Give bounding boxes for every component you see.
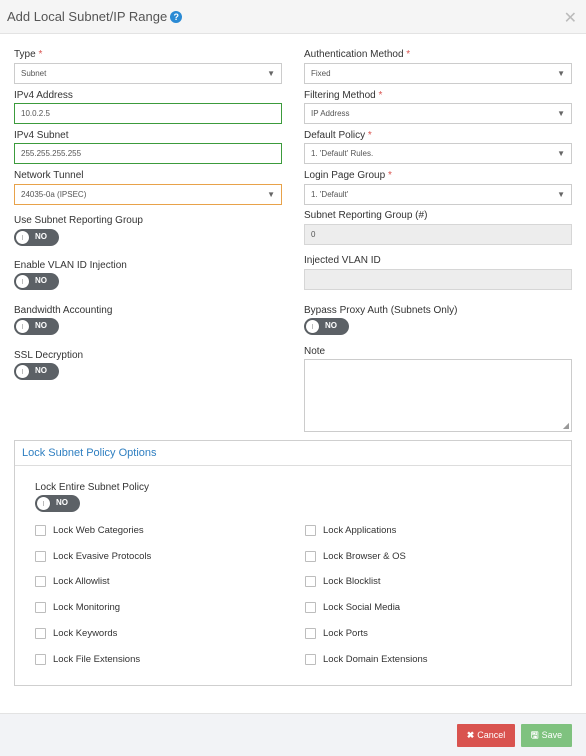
injected-vlan-id-input [304,269,572,290]
subnet-reporting-group-input [304,224,572,245]
lock-evasive-protocols-checkbox[interactable] [35,551,46,562]
network-tunnel-value: 24035-0a (IPSEC) [21,190,87,199]
type-label: Type * [14,49,43,60]
ssl-decryption-toggle[interactable] [14,363,59,380]
bypass-proxy-auth-label: Bypass Proxy Auth (Subnets Only) [304,305,458,316]
bypass-proxy-auth-toggle[interactable] [304,318,349,335]
resize-grip-icon[interactable]: ◢ [562,421,569,430]
lock-browser-os-label: Lock Browser & OS [323,551,406,562]
lock-allowlist-checkbox[interactable] [35,576,46,587]
toggle-knob [16,275,29,288]
x-icon: ✖ [466,730,475,740]
login-page-group-select[interactable] [304,184,572,205]
modal-header [0,0,586,34]
ipv4-subnet-input[interactable] [14,143,282,164]
toggle-state: NO [35,232,47,241]
lock-blocklist-checkbox[interactable] [305,576,316,587]
bandwidth-accounting-toggle[interactable] [14,318,59,335]
modal-title: Add Local Subnet/IP Range [7,9,168,24]
network-tunnel-select[interactable] [14,184,282,205]
lock-subnet-policy-panel [14,440,572,686]
cancel-button[interactable] [457,724,515,747]
lock-file-extensions-checkbox[interactable] [35,654,46,665]
lock-monitoring-checkbox[interactable] [35,602,46,613]
caret-down-icon: ▼ [557,190,565,199]
lock-applications-label: Lock Applications [323,525,397,536]
type-value: Subnet [21,69,47,78]
default-policy-select[interactable] [304,143,572,164]
lock-keywords-checkbox[interactable] [35,628,46,639]
lock-entire-subnet-policy-toggle[interactable] [35,495,80,512]
ipv4-address-value: 10.0.2.5 [21,109,50,118]
filtering-method-select[interactable] [304,103,572,124]
enable-vlan-id-injection-toggle[interactable] [14,273,59,290]
injected-vlan-id-label: Injected VLAN ID [304,255,381,266]
default-policy-value: 1. 'Default' Rules. [311,149,374,158]
filtering-method-label: Filtering Method * [304,90,383,101]
lock-domain-extensions-checkbox[interactable] [305,654,316,665]
ipv4-subnet-label: IPv4 Subnet [14,130,69,141]
caret-down-icon: ▼ [267,190,275,199]
toggle-state: NO [35,366,47,375]
default-policy-label: Default Policy * [304,130,372,141]
lock-blocklist-label: Lock Blocklist [323,576,381,587]
close-icon[interactable]: ✕ [563,10,577,27]
authentication-method-value: Fixed [311,69,331,78]
lock-allowlist-label: Lock Allowlist [53,576,110,587]
toggle-knob [16,231,29,244]
toggle-state: NO [35,276,47,285]
caret-down-icon: ▼ [557,109,565,118]
lock-panel-title: Lock Subnet Policy Options [15,441,571,466]
save-button[interactable] [521,724,572,747]
toggle-knob [16,320,29,333]
subnet-reporting-group-label: Subnet Reporting Group (#) [304,210,428,221]
toggle-state: NO [325,321,337,330]
lock-social-media-checkbox[interactable] [305,602,316,613]
caret-down-icon: ▼ [557,69,565,78]
lock-ports-label: Lock Ports [323,628,368,639]
authentication-method-label: Authentication Method * [304,49,411,60]
authentication-method-select[interactable] [304,63,572,84]
cancel-label: Cancel [477,730,506,740]
enable-vlan-id-injection-label: Enable VLAN ID Injection [14,260,127,271]
lock-evasive-protocols-label: Lock Evasive Protocols [53,551,152,562]
floppy-disk-icon: 🖫 [530,730,539,740]
toggle-knob [306,320,319,333]
ipv4-subnet-value: 255.255.255.255 [21,149,82,158]
subnet-reporting-group-value: 0 [311,230,316,239]
network-tunnel-label: Network Tunnel [14,170,84,181]
bandwidth-accounting-label: Bandwidth Accounting [14,305,113,316]
lock-entire-subnet-policy-label: Lock Entire Subnet Policy [35,482,149,493]
note-label: Note [304,346,326,357]
modal-footer [0,713,586,756]
lock-domain-extensions-label: Lock Domain Extensions [323,654,428,665]
caret-down-icon: ▼ [267,69,275,78]
lock-browser-os-checkbox[interactable] [305,551,316,562]
lock-keywords-label: Lock Keywords [53,628,118,639]
lock-social-media-label: Lock Social Media [323,602,401,613]
filtering-method-value: IP Address [311,109,350,118]
use-subnet-reporting-group-toggle[interactable] [14,229,59,246]
toggle-state: NO [56,498,68,507]
ipv4-address-label: IPv4 Address [14,90,73,101]
toggle-state: NO [35,321,47,330]
lock-applications-checkbox[interactable] [305,525,316,536]
modal-title-wrap [7,9,182,24]
use-subnet-reporting-group-label: Use Subnet Reporting Group [14,215,143,226]
ipv4-address-input[interactable] [14,103,282,124]
lock-monitoring-label: Lock Monitoring [53,602,121,613]
login-page-group-label: Login Page Group * [304,170,392,181]
toggle-knob [37,497,50,510]
login-page-group-value: 1. 'Default' [311,190,349,199]
save-label: Save [541,730,563,740]
note-textarea[interactable] [304,359,572,432]
lock-web-categories-checkbox[interactable] [35,525,46,536]
lock-web-categories-label: Lock Web Categories [53,525,144,536]
ssl-decryption-label: SSL Decryption [14,350,84,361]
help-icon[interactable]: ? [170,11,182,23]
caret-down-icon: ▼ [557,149,565,158]
type-select[interactable] [14,63,282,84]
lock-file-extensions-label: Lock File Extensions [53,654,141,665]
toggle-knob [16,365,29,378]
lock-ports-checkbox[interactable] [305,628,316,639]
